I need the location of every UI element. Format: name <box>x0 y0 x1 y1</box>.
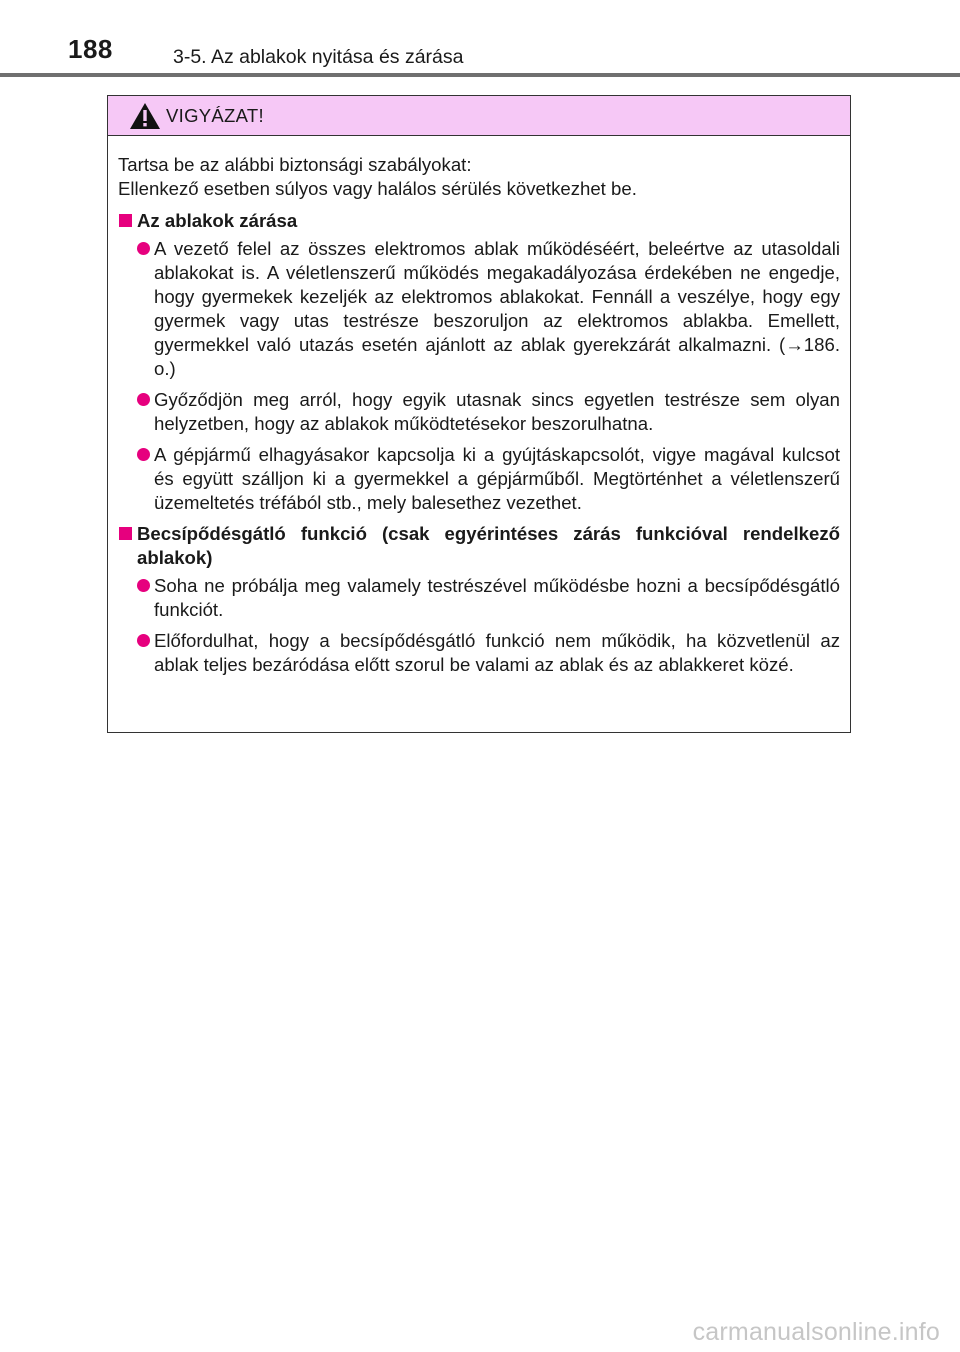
square-bullet-icon <box>119 214 132 227</box>
section-heading <box>118 522 840 570</box>
round-bullet-icon <box>137 242 150 255</box>
warning-header <box>108 96 850 136</box>
page-header <box>0 0 960 80</box>
round-bullet-icon <box>137 634 150 647</box>
round-bullet-icon <box>137 393 150 406</box>
list-item <box>118 443 840 515</box>
warning-box <box>107 95 851 733</box>
warning-body <box>108 136 850 677</box>
intro-line: Tartsa be az alábbi biztonsági szabályokat: <box>118 154 472 175</box>
list-item-text: A gépjármű elhagyásakor kapcsolja ki a gyújtáskapcsolót, vigye magával kulcsot és együtt szálljon ki a gyermekkel a gépjárműből. Megtörténhet a véletlenszerű üzemeltetés tréfából stb., mely balesethez vezethet. <box>154 444 840 513</box>
round-bullet-icon <box>137 579 150 592</box>
list-item <box>118 629 840 677</box>
warning-intro <box>118 153 840 201</box>
round-bullet-icon <box>137 448 150 461</box>
list-item-text: Soha ne próbálja meg valamely testrészével működésbe hozni a becsípődésgátló funkciót. <box>154 575 840 620</box>
warning-triangle-icon <box>129 102 161 130</box>
section-heading <box>118 209 840 233</box>
watermark: carmanualsonline.info <box>692 1318 940 1346</box>
list-item <box>118 574 840 622</box>
section-heading-text: Becsípődésgátló funkció (csak egyérintéses zárás funkcióval rendelkező ablakok) <box>137 523 840 568</box>
list-item-text: Győződjön meg arról, hogy egyik utasnak sincs egyetlen testrésze sem olyan helyzetben, hogy az ablakok működtetésekor beszorulhatna. <box>154 389 840 434</box>
warning-title: VIGYÁZAT! <box>166 105 264 126</box>
list-item-text: A vezető felel az összes elektromos ablak működéséért, beleértve az utasoldali ablakokat is. A véletlenszerű működés megakadályozása érdekében ne engedje, hogy gyermekek kezeljék az elektromos ablakokat. Fennáll a veszélye, hogy egy gyermek vagy utas testrésze beszoruljon az elektromos ablakba. Emellett, gyermekkel való utazás esetén ajánlott az ablak gyerekzárát alkalmazni. (→186. o.) <box>154 238 840 379</box>
list-item-text: Előfordulhat, hogy a becsípődésgátló funkció nem működik, ha közvetlenül az ablak teljes bezáródása előtt szorul be valami az ablak és az ablakkeret közé. <box>154 630 840 675</box>
list-item <box>118 237 840 381</box>
square-bullet-icon <box>119 527 132 540</box>
intro-line: Ellenkező esetben súlyos vagy halálos sérülés következhet be. <box>118 178 637 199</box>
section-title: 3-5. Az ablakok nyitása és zárása <box>173 46 464 68</box>
list-item <box>118 388 840 436</box>
header-rule <box>0 73 960 77</box>
page-number: 188 <box>68 34 113 64</box>
section-heading-text: Az ablakok zárása <box>137 210 298 231</box>
